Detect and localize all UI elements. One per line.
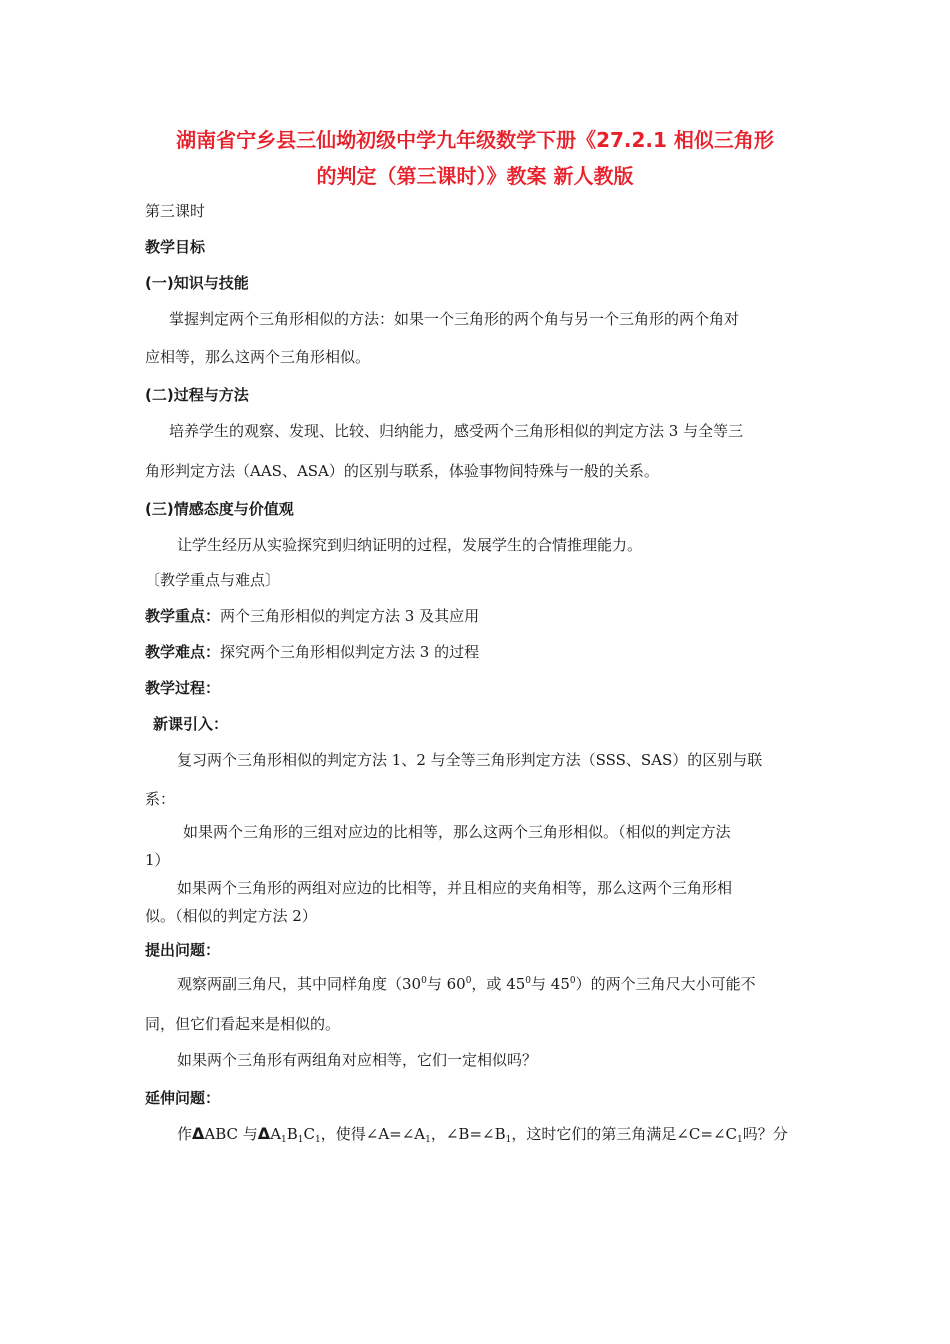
goals-heading: 教学目标 bbox=[145, 238, 206, 256]
triangle-symbol: Δ bbox=[192, 1124, 205, 1143]
method-2-line-1: 如果两个三角形的两组对应边的比相等，并且相应的夹角相等，那么这两个三角形相 bbox=[177, 879, 733, 897]
ext-text-c: ，∠B=∠B bbox=[430, 1125, 506, 1143]
key-point-text: 两个三角形相似的判定方法 3 及其应用 bbox=[220, 607, 480, 625]
ext-sub: 1 bbox=[315, 1135, 321, 1145]
intro-text-1: 复习两个三角形相似的判定方法 1、2 与全等三角形判定方法（SSS、SAS）的区别与联 bbox=[177, 751, 763, 769]
difficult-point-row bbox=[145, 642, 479, 662]
key-point-label: 教学重点： bbox=[145, 607, 221, 625]
degree-sup: 0 bbox=[421, 976, 427, 986]
difficult-point-text: 探究两个三角形相似判定方法 3 的过程 bbox=[220, 643, 480, 661]
key-point-row bbox=[145, 606, 479, 626]
intro-text-2: 系： bbox=[145, 790, 176, 808]
question-paragraph-2: 同，但它们看起来是相似的。 bbox=[145, 1015, 341, 1033]
ext-text-abc: ABC 与 bbox=[204, 1125, 258, 1143]
method-1-line-2: 1） bbox=[145, 851, 170, 869]
knowledge-heading: (一)知识与技能 bbox=[145, 274, 249, 292]
process-method-heading: (二)过程与方法 bbox=[145, 386, 249, 404]
extension-heading: 延伸问题： bbox=[145, 1089, 221, 1107]
document-title-line-2: 的判定（第三课时）》教案 新人教版 bbox=[316, 164, 634, 188]
intro-heading: 新课引入： bbox=[153, 715, 229, 733]
key-points-heading: 〔教学重点与难点〕 bbox=[145, 571, 281, 589]
knowledge-text-2: 应相等，那么这两个三角形相似。 bbox=[145, 348, 371, 366]
question-heading: 提出问题： bbox=[145, 941, 221, 959]
process-method-text-2: 角形判定方法（AAS、ASA）的区别与联系，体验事物间特殊与一般的关系。 bbox=[145, 462, 659, 480]
question-text-b: 与 60 bbox=[426, 975, 466, 993]
difficult-point-label: 教学难点： bbox=[145, 643, 221, 661]
question-text-d: 与 45 bbox=[531, 975, 570, 993]
ext-a: A bbox=[270, 1125, 282, 1143]
ext-text-d: ，这时它们的第三角满足∠C=∠C bbox=[511, 1125, 738, 1143]
teaching-process-heading: 教学过程： bbox=[145, 679, 221, 697]
ext-sub: 1 bbox=[297, 1135, 304, 1145]
question-text-a: 观察两副三角尺，其中同样角度（30 bbox=[177, 975, 422, 993]
ext-sub: 1 bbox=[737, 1135, 743, 1145]
attitude-text: 让学生经历从实验探究到归纳证明的过程，发展学生的合情推理能力。 bbox=[177, 536, 643, 554]
ext-c: C bbox=[303, 1125, 316, 1143]
ext-text-b: ，使得∠A=∠A bbox=[320, 1125, 426, 1143]
ext-sub: 1 bbox=[425, 1135, 431, 1145]
lesson-label: 第三课时 bbox=[145, 202, 206, 220]
question-text-c: ，或 45 bbox=[471, 975, 526, 993]
triangle-symbol: Δ bbox=[257, 1124, 271, 1143]
degree-sup: 0 bbox=[525, 976, 532, 986]
degree-sup: 0 bbox=[569, 976, 576, 986]
ext-sub: 1 bbox=[505, 1135, 512, 1145]
question-text-e: ）的两个三角尺大小可能不 bbox=[575, 975, 756, 993]
ext-sub: 1 bbox=[281, 1135, 287, 1145]
process-method-text-1: 培养学生的观察、发现、比较、归纳能力，感受两个三角形相似的判定方法 3 与全等三 bbox=[169, 422, 744, 440]
ext-b: B bbox=[286, 1125, 298, 1143]
document-title-line-1: 湖南省宁乡县三仙坳初级中学九年级数学下册《27.2.1 相似三角形 bbox=[176, 128, 774, 152]
knowledge-text-1: 掌握判定两个三角形相似的方法：如果一个三角形的两个角与另一个三角形的两个角对 bbox=[169, 310, 740, 328]
extension-paragraph bbox=[177, 1124, 788, 1144]
method-1-line-1: 如果两个三角形的三组对应边的比相等，那么这两个三角形相似。（相似的判定方法 bbox=[183, 823, 731, 841]
degree-sup: 0 bbox=[465, 976, 472, 986]
question-paragraph-3: 如果两个三角形有两组角对应相等，它们一定相似吗？ bbox=[177, 1051, 538, 1069]
ext-text-a: 作 bbox=[177, 1125, 193, 1143]
question-paragraph-1 bbox=[177, 974, 756, 994]
method-2-line-2: 似。（相似的判定方法 2） bbox=[145, 907, 317, 925]
ext-text-e: 吗？分 bbox=[742, 1125, 788, 1143]
attitude-heading: (三)情感态度与价值观 bbox=[145, 500, 294, 518]
